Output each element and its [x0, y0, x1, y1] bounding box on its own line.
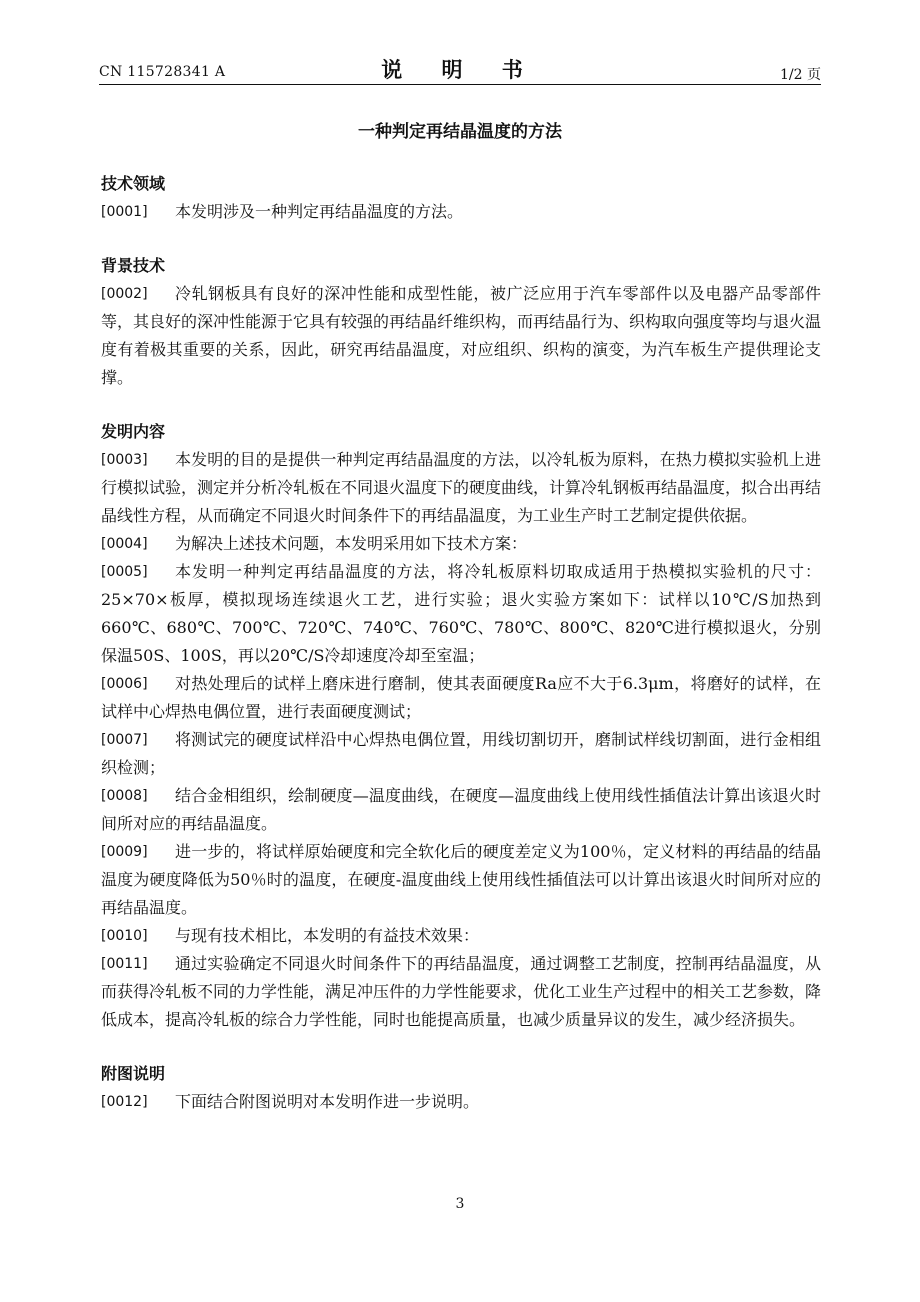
paragraph-text: 对热处理后的试样上磨床进行磨制，使其表面硬度Ra应不大于6.3μm，将磨好的试样，在试样中心焊热电偶位置，进行表面硬度测试； — [101, 674, 821, 721]
paragraph-number: [0011] — [101, 956, 148, 972]
paragraph — [101, 280, 821, 392]
paragraph — [101, 198, 821, 226]
paragraph — [101, 950, 821, 1034]
paragraph — [101, 558, 821, 670]
paragraph-text: 本发明的目的是提供一种判定再结晶温度的方法，以冷轧板为原料，在热力模拟实验机上进行模拟试验，测定并分析冷轧板在不同退火温度下的硬度曲线，计算冷轧钢板再结晶温度，拟合出再结晶线性方程，从而确定不同退火时间条件下的再结晶温度，为工业生产时工艺制定提供依据。 — [101, 450, 822, 525]
page-header — [99, 58, 821, 84]
page-number: 3 — [455, 1196, 465, 1212]
paragraph — [101, 670, 821, 726]
document-type: 说 明 书 — [381, 58, 539, 82]
paragraph-text: 将测试完的硬度试样沿中心焊热电偶位置，用线切割切开，磨制试样线切割面，进行金相组织检测； — [101, 730, 821, 777]
document-title: 一种判定再结晶温度的方法 — [358, 122, 562, 142]
paragraph-number: [0012] — [101, 1094, 148, 1110]
paragraph-number: [0002] — [101, 286, 148, 302]
paragraph — [101, 922, 821, 950]
paragraph — [101, 446, 821, 530]
paragraph-text: 本发明涉及一种判定再结晶温度的方法。 — [175, 202, 464, 221]
paragraph-number: [0001] — [101, 204, 148, 220]
paragraph-text: 本发明一种判定再结晶温度的方法，将冷轧板原料切取成适用于热模拟实验机的尺寸：25×70×板厚，模拟现场连续退火工艺，进行实验；退火实验方案如下：试样以10℃/S加热到660℃、680℃、700℃、720℃、740℃、760℃、780℃、800℃、820℃进行模拟退火，分别保温50S、100S，再以20℃/S冷却速度冷却至室温； — [101, 562, 821, 665]
page-indicator: 1/2 页 — [780, 67, 821, 83]
section-background — [101, 252, 821, 392]
patent-number: CN 115728341 A — [99, 64, 226, 80]
paragraph-number: [0010] — [101, 928, 148, 944]
paragraph-text: 为解决上述技术问题，本发明采用如下技术方案： — [175, 534, 528, 553]
paragraph-text: 通过实验确定不同退火时间条件下的再结晶温度，通过调整工艺制度，控制再结晶温度，从而获得冷轧板不同的力学性能，满足冲压件的力学性能要求，优化工业生产过程中的相关工艺参数，降低成本，提高冷轧板的综合力学性能，同时也能提高质量，也减少质量异议的发生，减少经济损失。 — [101, 954, 822, 1029]
paragraph-text: 与现有技术相比，本发明的有益技术效果： — [175, 926, 480, 945]
section-heading: 附图说明 — [101, 1064, 166, 1083]
section-invention-content — [101, 418, 821, 1034]
paragraph — [101, 1088, 821, 1116]
paragraph — [101, 838, 821, 922]
section-heading: 技术领域 — [101, 174, 166, 193]
paragraph — [101, 782, 821, 838]
paragraph-number: [0003] — [101, 452, 148, 468]
paragraph-text: 进一步的，将试样原始硬度和完全软化后的硬度差定义为100％，定义材料的再结晶的结晶温度为硬度降低为50％时的温度，在硬度-温度曲线上使用线性插值法可以计算出该退火时间所对应的再结晶温度。 — [101, 842, 821, 917]
header-rule — [99, 84, 821, 85]
paragraph-number: [0009] — [101, 844, 148, 860]
paragraph-number: [0005] — [101, 564, 148, 580]
paragraph — [101, 726, 821, 782]
section-heading: 背景技术 — [101, 256, 166, 275]
section-heading: 发明内容 — [101, 422, 166, 441]
section-drawings — [101, 1060, 821, 1116]
paragraph-text: 下面结合附图说明对本发明作进一步说明。 — [175, 1092, 480, 1111]
paragraph — [101, 530, 821, 558]
paragraph-number: [0008] — [101, 788, 148, 804]
paragraph-number: [0006] — [101, 676, 148, 692]
paragraph-text: 结合金相组织，绘制硬度—温度曲线，在硬度—温度曲线上使用线性插值法计算出该退火时间所对应的再结晶温度。 — [101, 786, 821, 833]
section-technical-field — [101, 170, 821, 226]
document-body — [101, 170, 821, 1142]
paragraph-number: [0007] — [101, 732, 148, 748]
paragraph-number: [0004] — [101, 536, 148, 552]
paragraph-text: 冷轧钢板具有良好的深冲性能和成型性能，被广泛应用于汽车零部件以及电器产品零部件等，其良好的深冲性能源于它具有较强的再结晶纤维织构，而再结晶行为、织构取向强度等均与退火温度有着极其重要的关系，因此，研究再结晶温度，对应组织、织构的演变，为汽车板生产提供理论支撑。 — [101, 284, 822, 387]
